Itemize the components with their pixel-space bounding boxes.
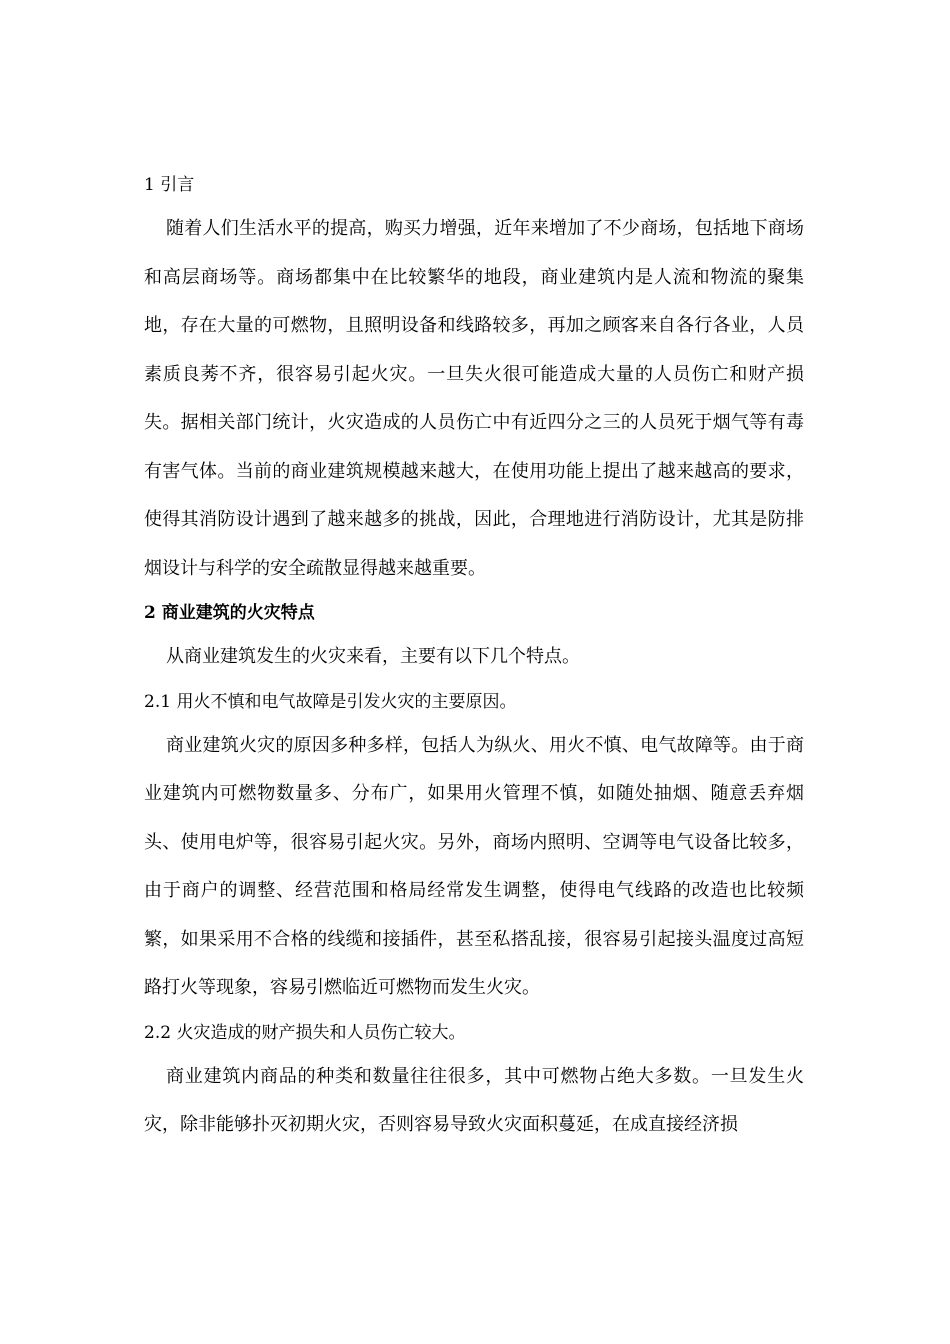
document-body <box>144 165 804 1150</box>
section-2-2-paragraph: 商业建筑内商品的种类和数量往往很多，其中可燃物占绝大多数。一旦发生火灾，除非能够扑灭初期火灾，否则容易导致火灾面积蔓延，在成直接经济损 <box>144 1065 804 1135</box>
section-2-heading: 2 商业建筑的火灾特点 <box>144 603 315 623</box>
section-1-heading: 1 引言 <box>144 175 195 195</box>
section-1-paragraph: 随着人们生活水平的提高，购买力增强，近年来增加了不少商场，包括地下商场和高层商场等。商场都集中在比较繁华的地段，商业建筑内是人流和物流的聚集地，存在大量的可燃物，且照明设备和线路较多，再加之顾客来自各行各业，人员素质良莠不齐，很容易引起火灾。一旦失火很可能造成大量的人员伤亡和财产损失。据相关部门统计，火灾造成的人员伤亡中有近四分之三的人员死于烟气等有毒有害气体。当前的商业建筑规模越来越大，在使用功能上提出了越来越高的要求，使得其消防设计遇到了越来越多的挑战，因此，合理地进行消防设计，尤其是防排烟设计与科学的安全疏散显得越来越重要。 <box>144 218 804 579</box>
section-2-1-heading: 2.1 用火不慎和电气故障是引发火灾的主要原因。 <box>144 691 517 712</box>
section-2-1-paragraph: 商业建筑火灾的原因多种多样，包括人为纵火、用火不慎、电气故障等。由于商业建筑内可燃物数量多、分布广，如果用火管理不慎，如随处抽烟、随意丢弃烟头、使用电炉等，很容易引起火灾。另外，商场内照明、空调等电气设备比较多，由于商户的调整、经营范围和格局经常发生调整，使得电气线路的改造也比较频繁，如果采用不合格的线缆和接插件，甚至私搭乱接，很容易引起接头温度过高短路打火等现象，容易引燃临近可燃物而发生火灾。 <box>144 734 804 998</box>
section-2-2-heading: 2.2 火灾造成的财产损失和人员伤亡较大。 <box>144 1022 466 1043</box>
section-2-paragraph: 从商业建筑发生的火灾来看，主要有以下几个特点。 <box>166 646 580 667</box>
